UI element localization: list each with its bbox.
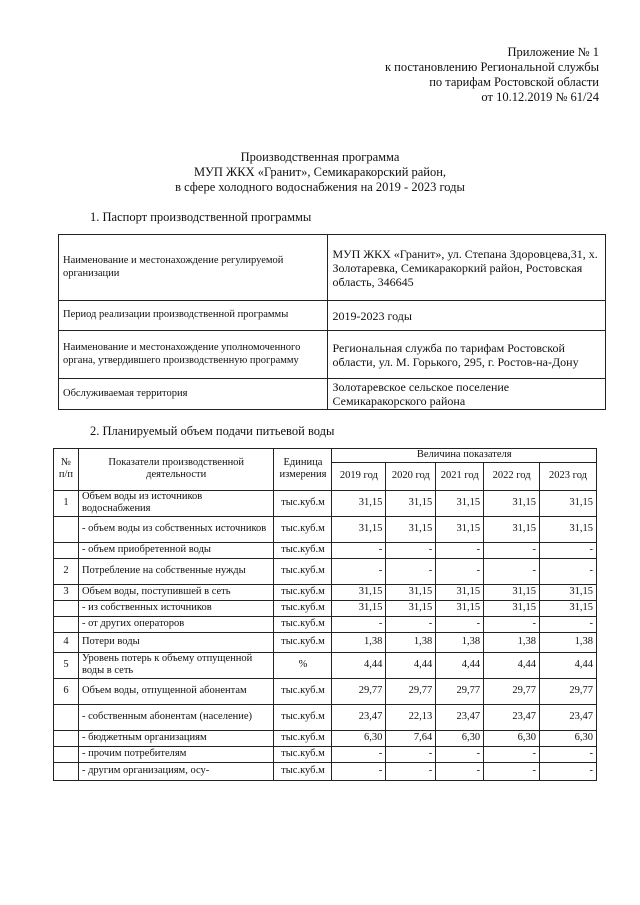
table-row	[54, 762, 597, 780]
row-value: 4,44	[540, 652, 597, 678]
row-indicator: Объем воды, поступившей в сеть	[78, 584, 274, 600]
row-num	[54, 762, 79, 780]
header-value-group: Величина показателя	[332, 449, 597, 463]
row-value: -	[540, 542, 597, 558]
row-value: 4,44	[386, 652, 436, 678]
row-unit: тыс.куб.м	[274, 600, 332, 616]
row-indicator: - собственным абонентам (население)	[78, 704, 274, 730]
row-value: 23,47	[332, 704, 386, 730]
row-value: 23,47	[436, 704, 484, 730]
table-row	[54, 678, 597, 704]
row-value: -	[540, 762, 597, 780]
section-heading-passport: 1. Паспорт производственной программы	[90, 210, 312, 224]
table-row	[54, 600, 597, 616]
row-unit: тыс.куб.м	[274, 490, 332, 516]
row-indicator: - другим организациям, осу-	[78, 762, 274, 780]
row-value: -	[436, 616, 484, 632]
table-header-row	[54, 449, 597, 463]
passport-table	[58, 234, 606, 410]
row-value: 31,15	[540, 584, 597, 600]
table-row	[54, 584, 597, 600]
row-value: 31,15	[484, 600, 540, 616]
row-unit: тыс.куб.м	[274, 746, 332, 762]
appendix-line: Приложение № 1	[507, 45, 599, 59]
row-value: 31,15	[332, 516, 386, 542]
row-indicator: - от других операторов	[78, 616, 274, 632]
row-value: 31,15	[436, 490, 484, 516]
row-value: -	[436, 558, 484, 584]
row-value: 31,15	[436, 516, 484, 542]
row-value: 22,13	[386, 704, 436, 730]
row-unit: тыс.куб.м	[274, 704, 332, 730]
passport-label: Наименование и местонахождение уполномоченного органа, утвердившего производственную программу	[59, 331, 328, 379]
passport-value: Региональная служба по тарифам Ростовской области, ул. М. Горького, 295, г. Ростов-на-Дону	[328, 331, 606, 379]
passport-value: Золотаревское сельское поселение Семикаракорского района	[328, 379, 606, 410]
row-value: -	[386, 762, 436, 780]
row-value: 31,15	[540, 600, 597, 616]
row-value: -	[386, 542, 436, 558]
passport-label: Обслуживаемая территория	[59, 379, 328, 410]
row-value: 31,15	[540, 490, 597, 516]
header-year: 2021 год	[436, 462, 484, 490]
row-value: 31,15	[332, 600, 386, 616]
row-indicator: - из собственных источников	[78, 600, 274, 616]
table-row	[54, 516, 597, 542]
row-value: 23,47	[484, 704, 540, 730]
row-value: -	[436, 762, 484, 780]
row-value: -	[484, 616, 540, 632]
row-num	[54, 542, 79, 558]
row-value: -	[332, 762, 386, 780]
row-value: 29,77	[436, 678, 484, 704]
row-value: 31,15	[386, 584, 436, 600]
row-value: -	[332, 542, 386, 558]
row-num: 5	[54, 652, 79, 678]
row-num: 2	[54, 558, 79, 584]
passport-row	[59, 379, 606, 410]
row-value: 7,64	[386, 730, 436, 746]
row-num: 4	[54, 632, 79, 652]
row-indicator: Уровень потерь к объему отпущенной воды в сеть	[78, 652, 274, 678]
row-value: -	[332, 558, 386, 584]
passport-value: МУП ЖКХ «Гранит», ул. Степана Здоровцева,31, х. Золотаревка, Семикаракоркий район, Ростовская область, 346645	[328, 235, 606, 301]
row-value: -	[484, 746, 540, 762]
row-value: -	[484, 558, 540, 584]
row-indicator: Потери воды	[78, 632, 274, 652]
row-value: 1,38	[436, 632, 484, 652]
header-year: 2022 год	[484, 462, 540, 490]
row-num: 3	[54, 584, 79, 600]
appendix-line: к постановлению Региональной службы	[384, 60, 599, 74]
row-value: 31,15	[484, 516, 540, 542]
passport-label: Период реализации производственной программы	[59, 301, 328, 331]
row-value: 6,30	[484, 730, 540, 746]
row-value: 1,38	[332, 632, 386, 652]
row-value: 6,30	[540, 730, 597, 746]
row-value: 31,15	[386, 600, 436, 616]
row-indicator: - объем приобретенной воды	[78, 542, 274, 558]
row-indicator: Потребление на собственные нужды	[78, 558, 274, 584]
passport-label: Наименование и местонахождение регулируемой организации	[59, 235, 328, 301]
row-num	[54, 746, 79, 762]
table-row	[54, 490, 597, 516]
header-indicator: Показатели производственной деятельности	[78, 449, 274, 491]
appendix-line: по тарифам Ростовской области	[429, 75, 599, 89]
section-heading-volume: 2. Планируемый объем подачи питьевой воды	[90, 424, 335, 438]
row-value: 31,15	[436, 600, 484, 616]
row-value: -	[386, 558, 436, 584]
row-indicator: - объем воды из собственных источников	[78, 516, 274, 542]
row-value: 29,77	[484, 678, 540, 704]
table-row	[54, 632, 597, 652]
row-value: -	[332, 746, 386, 762]
row-unit: тыс.куб.м	[274, 730, 332, 746]
row-indicator: - прочим потребителям	[78, 746, 274, 762]
row-value: 31,15	[332, 584, 386, 600]
row-num	[54, 704, 79, 730]
row-unit: тыс.куб.м	[274, 542, 332, 558]
table-row	[54, 616, 597, 632]
volume-table	[53, 448, 597, 781]
row-value: 31,15	[484, 490, 540, 516]
table-row	[54, 558, 597, 584]
row-value: 29,77	[332, 678, 386, 704]
row-value: 31,15	[540, 516, 597, 542]
header-unit: Единица измерения	[274, 449, 332, 491]
appendix-note	[385, 45, 599, 105]
row-num	[54, 616, 79, 632]
table-row	[54, 704, 597, 730]
title-line: в сфере холодного водоснабжения на 2019 - 2023 годы	[175, 180, 465, 194]
passport-row	[59, 235, 606, 301]
row-unit: тыс.куб.м	[274, 632, 332, 652]
row-value: 31,15	[386, 490, 436, 516]
table-row	[54, 542, 597, 558]
row-value: 1,38	[386, 632, 436, 652]
row-value: -	[484, 542, 540, 558]
header-year: 2019 год	[332, 462, 386, 490]
passport-row	[59, 331, 606, 379]
row-num	[54, 516, 79, 542]
row-value: 31,15	[484, 584, 540, 600]
row-value: 29,77	[386, 678, 436, 704]
header-year: 2023 год	[540, 462, 597, 490]
row-unit: тыс.куб.м	[274, 762, 332, 780]
row-unit: тыс.куб.м	[274, 584, 332, 600]
row-indicator: Объем воды из источников водоснабжения	[78, 490, 274, 516]
row-value: 4,44	[332, 652, 386, 678]
row-value: -	[436, 746, 484, 762]
row-unit: тыс.куб.м	[274, 678, 332, 704]
row-value: -	[386, 616, 436, 632]
row-value: 1,38	[484, 632, 540, 652]
row-unit: тыс.куб.м	[274, 616, 332, 632]
row-value: 6,30	[332, 730, 386, 746]
row-num	[54, 730, 79, 746]
row-value: 31,15	[436, 584, 484, 600]
document-title	[0, 150, 640, 195]
row-num: 6	[54, 678, 79, 704]
row-unit: тыс.куб.м	[274, 516, 332, 542]
row-indicator: Объем воды, отпущенной абонентам	[78, 678, 274, 704]
row-unit: тыс.куб.м	[274, 558, 332, 584]
row-value: -	[332, 616, 386, 632]
table-row	[54, 730, 597, 746]
row-value: 23,47	[540, 704, 597, 730]
row-value: 1,38	[540, 632, 597, 652]
row-value: -	[386, 746, 436, 762]
row-value: -	[540, 746, 597, 762]
row-unit: %	[274, 652, 332, 678]
header-num: № п/п	[54, 449, 79, 491]
appendix-line: от 10.12.2019 № 61/24	[481, 90, 599, 104]
row-value: 4,44	[436, 652, 484, 678]
row-value: 6,30	[436, 730, 484, 746]
row-value: -	[484, 762, 540, 780]
title-line: Производственная программа	[240, 150, 400, 164]
title-line: МУП ЖКХ «Гранит», Семикаракорский район,	[193, 165, 447, 179]
row-value: 31,15	[332, 490, 386, 516]
row-value: -	[436, 542, 484, 558]
row-num	[54, 600, 79, 616]
row-value: 29,77	[540, 678, 597, 704]
row-value: 31,15	[386, 516, 436, 542]
row-value: -	[540, 558, 597, 584]
passport-row	[59, 301, 606, 331]
table-row	[54, 746, 597, 762]
row-indicator: - бюджетным организациям	[78, 730, 274, 746]
header-year: 2020 год	[386, 462, 436, 490]
row-value: 4,44	[484, 652, 540, 678]
row-num: 1	[54, 490, 79, 516]
passport-value: 2019-2023 годы	[328, 301, 606, 331]
table-row	[54, 652, 597, 678]
row-value: -	[540, 616, 597, 632]
